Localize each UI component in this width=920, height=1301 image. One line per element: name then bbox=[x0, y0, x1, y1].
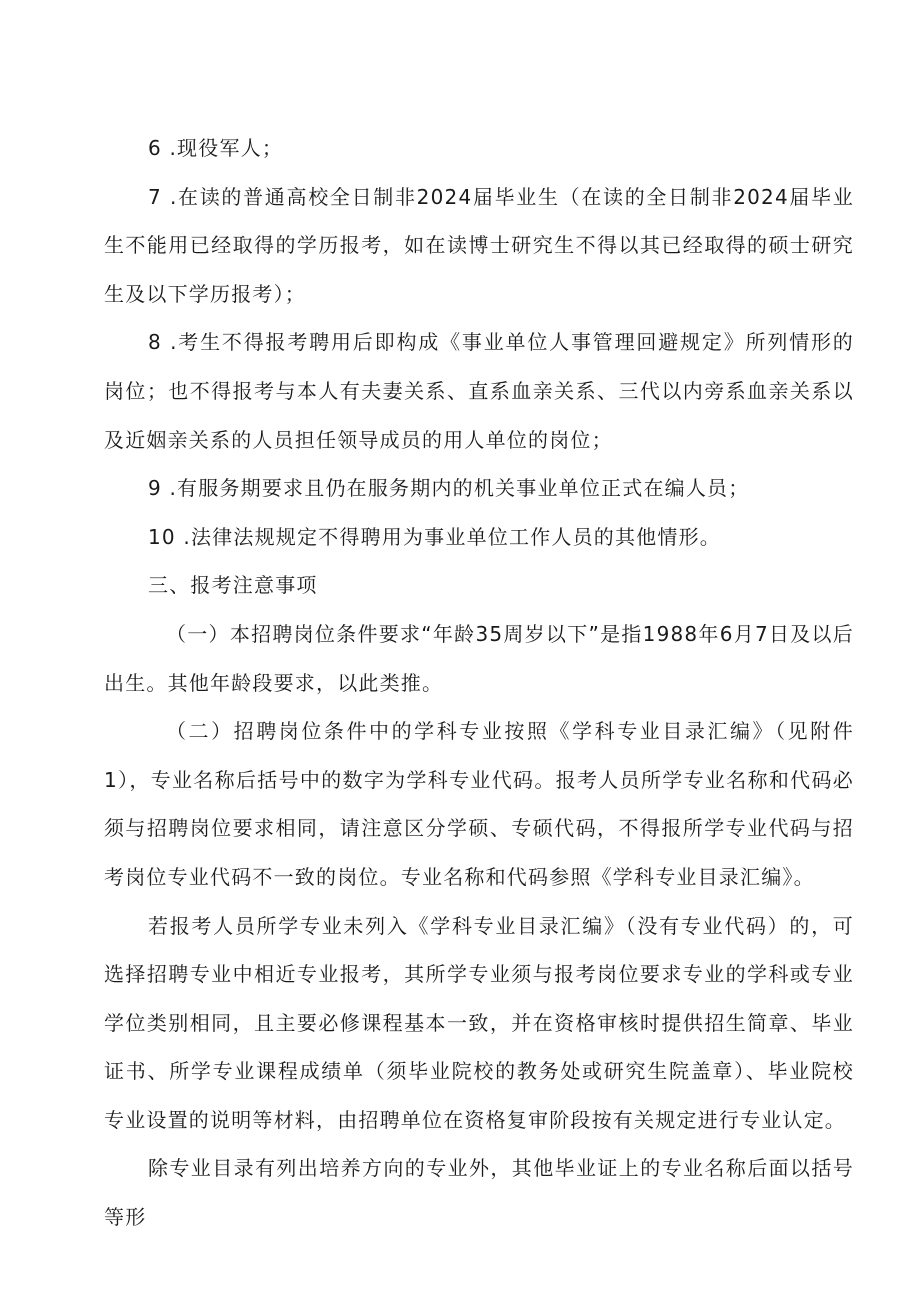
item-10: 10 .法律法规规定不得聘用为事业单位工作人员的其他情形。 bbox=[148, 524, 721, 549]
note-2-unlisted-major: 若报考人员所学专业未列入《学科专业目录汇编》（没有专业代码）的，可选择招聘专业中相近专业报考，其所学专业须与报考岗位要求专业的学科或专业学位类别相同，且主要必修课程基本一致，并在资格审核时提供招生简章、毕业证书、所学专业课程成绩单（须毕业院校的教务处或研究生院盖章）、毕业院校专业设置的说明等材料，由招聘单位在资格复审阶段按有关规定进行专业认定。 bbox=[104, 913, 854, 1132]
item-8: 8 .考生不得报考聘用后即构成《事业单位人事管理回避规定》所列情形的岗位；也不得报考与本人有夫妻关系、直系血亲关系、三代以内旁系血亲关系以及近姻亲关系的人员担任领导成员的用人单位的岗位； bbox=[104, 330, 854, 452]
item-7: 7 .在读的普通高校全日制非2024届毕业生（在读的全日制非2024届毕业生不能用已经取得的学历报考，如在读博士研究生不得以其已经取得的硕士研究生及以下学历报考）； bbox=[104, 184, 854, 306]
section-heading-3: 三、报考注意事项 bbox=[148, 573, 318, 598]
item-9: 9 .有服务期要求且仍在服务期内的机关事业单位正式在编人员； bbox=[148, 476, 750, 501]
note-2-training-direction: 除专业目录有列出培养方向的专业外，其他毕业证上的专业名称后面以括号等形 bbox=[104, 1156, 854, 1230]
item-6: 6 .现役军人； bbox=[148, 136, 284, 160]
note-2: （二）招聘岗位条件中的学科专业按照《学科专业目录汇编》（见附件1），专业名称后括号中的数字为学科专业代码。报考人员所学专业名称和代码必须与招聘岗位要求相同，请注意区分学硕、专硕代码，不得报所学专业代码与招考岗位专业代码不一致的岗位。专业名称和代码参照《学科专业目录汇编》。 bbox=[104, 719, 854, 889]
note-1: （一）本招聘岗位条件要求“年龄35周岁以下”是指1988年6月7日及以后出生。其他年龄段要求，以此类推。 bbox=[104, 621, 854, 695]
